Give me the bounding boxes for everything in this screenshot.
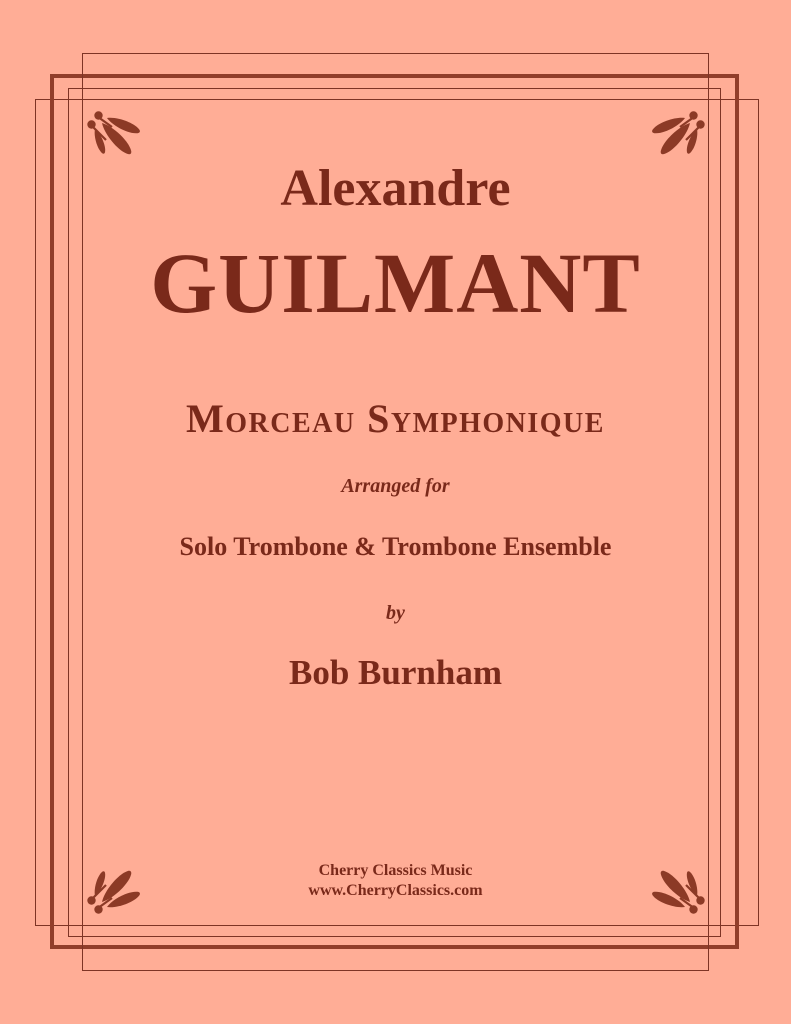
corner-ornament-top-left-icon — [84, 104, 148, 164]
piece-title: Morceau Symphonique — [186, 396, 605, 441]
arranger-name: Bob Burnham — [289, 653, 502, 692]
composer-first-name: Alexandre — [280, 160, 511, 217]
by-label: by — [386, 602, 405, 624]
composer-last-name: GUILMANT — [150, 235, 641, 331]
outer-frame-line — [35, 99, 759, 926]
publisher-website: www.CherryClassics.com — [308, 882, 483, 899]
publisher-name: Cherry Classics Music — [318, 862, 473, 879]
corner-ornament-top-right-icon — [644, 104, 708, 164]
arranged-for-label: Arranged for — [341, 475, 450, 497]
instrumentation: Solo Trombone & Trombone Ensemble — [179, 532, 612, 561]
